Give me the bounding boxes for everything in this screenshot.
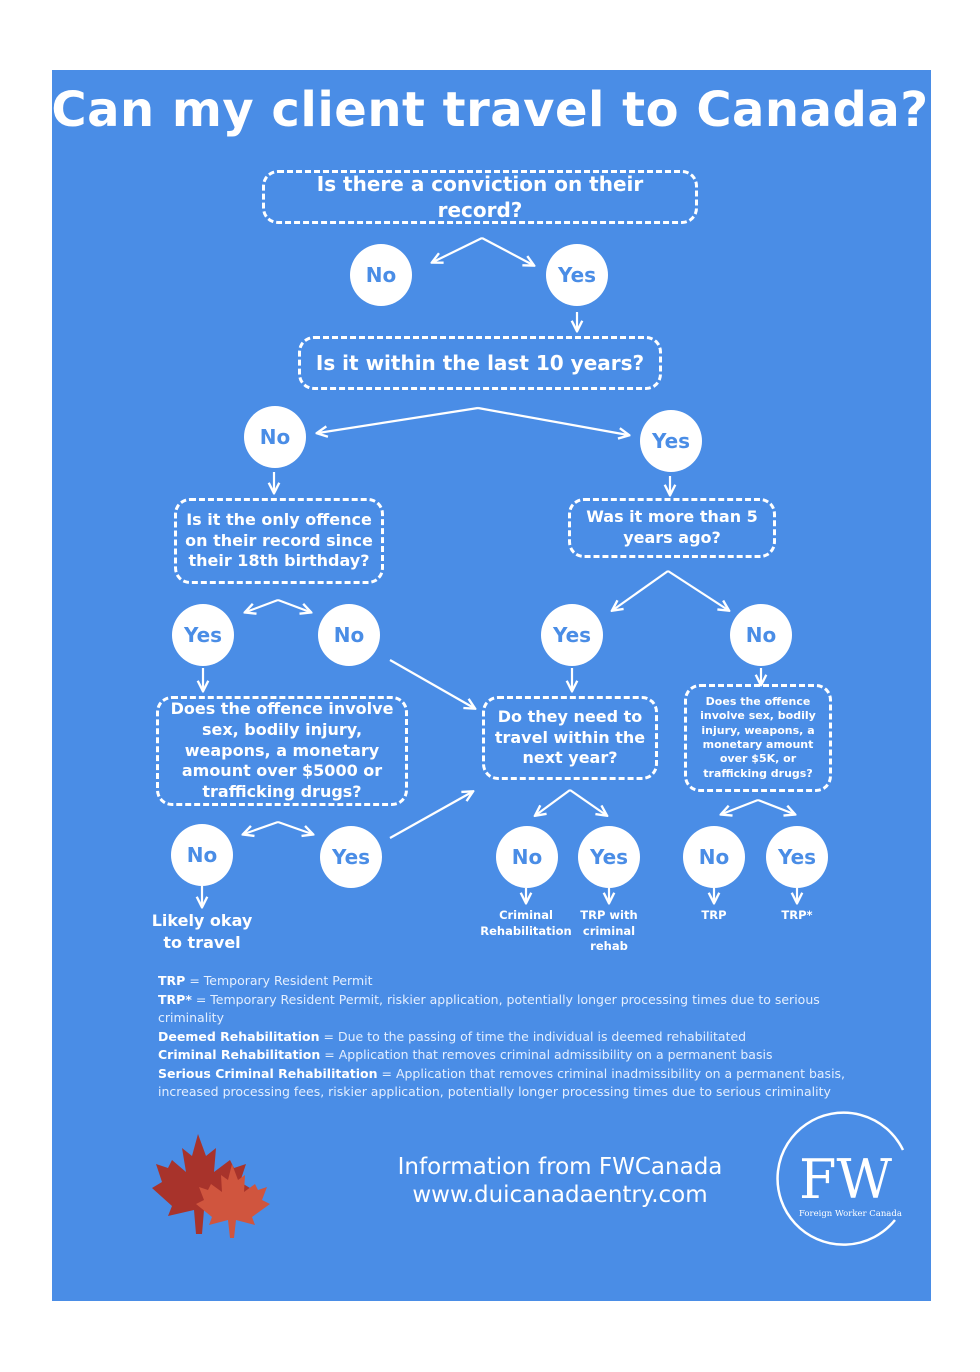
answer-q6-no: No xyxy=(496,826,558,888)
page-title: Can my client travel to Canada? xyxy=(51,82,929,138)
legend-term: TRP xyxy=(158,973,186,988)
outcome-trp-star: TRP* xyxy=(781,908,813,922)
answer-q2-yes: Yes xyxy=(640,410,702,472)
legend-term: Serious Criminal Rehabilitation xyxy=(158,1065,378,1081)
arrow-q7-yes xyxy=(758,800,794,814)
outcome-likely-okay: Likely okay to travel xyxy=(151,911,253,952)
legend-item xyxy=(158,1046,878,1065)
legend-definition: = Application that removes criminal inadmissibility on a permanent basis, increased processing fees, riskier application, potentially longer processing times due to serious criminality xyxy=(158,1065,846,1099)
legend xyxy=(158,972,878,1102)
arrow-q6-yes xyxy=(570,790,606,815)
answer-q7-yes: Yes xyxy=(766,826,828,888)
arrow-q7-no xyxy=(722,800,758,814)
answer-q6-yes: Yes xyxy=(578,826,640,888)
answer-q1-yes: Yes xyxy=(546,244,608,306)
maple-leaf-icon xyxy=(150,1130,280,1242)
fw-logo-letters: FW xyxy=(799,1148,892,1211)
legend-item xyxy=(158,991,878,1028)
answer-q1-no: No xyxy=(350,244,412,306)
arrow-q3-no xyxy=(278,600,310,612)
arrow-q2-yes xyxy=(478,408,628,435)
arrow-q2-no xyxy=(318,408,478,433)
answer-q2-no: No xyxy=(244,406,306,468)
legend-definition: = Due to the passing of time the individual is deemed rehabilitated xyxy=(323,1028,747,1044)
footer-website[interactable]: www.duicanadaentry.com xyxy=(412,1182,708,1208)
outcome-trp: TRP xyxy=(701,908,727,922)
answer-q3-no: No xyxy=(318,604,380,666)
answer-q3-yes: Yes xyxy=(172,604,234,666)
question-last-10-years: Is it within the last 10 years? xyxy=(298,336,662,390)
answer-q5-yes: Yes xyxy=(320,826,382,888)
arrow-q1-no xyxy=(433,238,482,262)
arrow-q3-yes xyxy=(246,600,278,612)
arrow-q5-yes xyxy=(278,822,312,834)
question-conviction: Is there a conviction on their record? xyxy=(262,170,698,224)
question-serious-offence-5k: Does the offence involve sex, bodily injury, weapons, a monetary amount over $5K, or trafficking drugs? xyxy=(684,684,832,792)
answer-q7-no: No xyxy=(683,826,745,888)
outcome-criminal-rehabilitation: Criminal Rehabilitation xyxy=(480,908,572,938)
arrow-q1-yes xyxy=(482,238,533,265)
answer-q4-yes: Yes xyxy=(541,604,603,666)
legend-definition: = Application that removes criminal admissibility on a permanent basis xyxy=(324,1047,773,1062)
legend-definition: = Temporary Resident Permit, riskier application, potentially longer processing times due to serious criminality xyxy=(158,991,820,1025)
legend-item xyxy=(158,1065,878,1102)
question-only-offence: Is it the only offence on their record since their 18th birthday? xyxy=(174,498,384,584)
legend-term: TRP* xyxy=(158,991,192,1007)
fw-logo xyxy=(775,1110,915,1250)
legend-term: Criminal Rehabilitation xyxy=(158,1047,321,1062)
footer-info xyxy=(380,1153,740,1209)
answer-q5-no: No xyxy=(171,824,233,886)
question-travel-next-year: Do they need to travel within the next year? xyxy=(482,696,658,780)
question-serious-offence: Does the offence involve sex, bodily injury, weapons, a monetary amount over $5000 or trafficking drugs? xyxy=(156,696,408,806)
outcome-trp-with-rehab: TRP with criminal rehab xyxy=(580,908,638,954)
answer-q4-no: No xyxy=(730,604,792,666)
legend-definition: = Temporary Resident Permit xyxy=(189,973,373,988)
arrow-q5-no xyxy=(244,822,278,834)
arrow-q4-no xyxy=(668,571,728,610)
arrow-q6-no xyxy=(536,790,570,815)
fw-logo-caption: Foreign Worker Canada xyxy=(799,1209,902,1219)
arrow-q4-yes xyxy=(613,571,668,610)
footer-source: Information from FWCanada xyxy=(397,1154,723,1180)
question-more-than-5-years: Was it more than 5 years ago? xyxy=(568,498,776,558)
legend-term: Deemed Rehabilitation xyxy=(158,1028,320,1044)
legend-item xyxy=(158,1028,878,1047)
legend-item xyxy=(158,972,878,991)
